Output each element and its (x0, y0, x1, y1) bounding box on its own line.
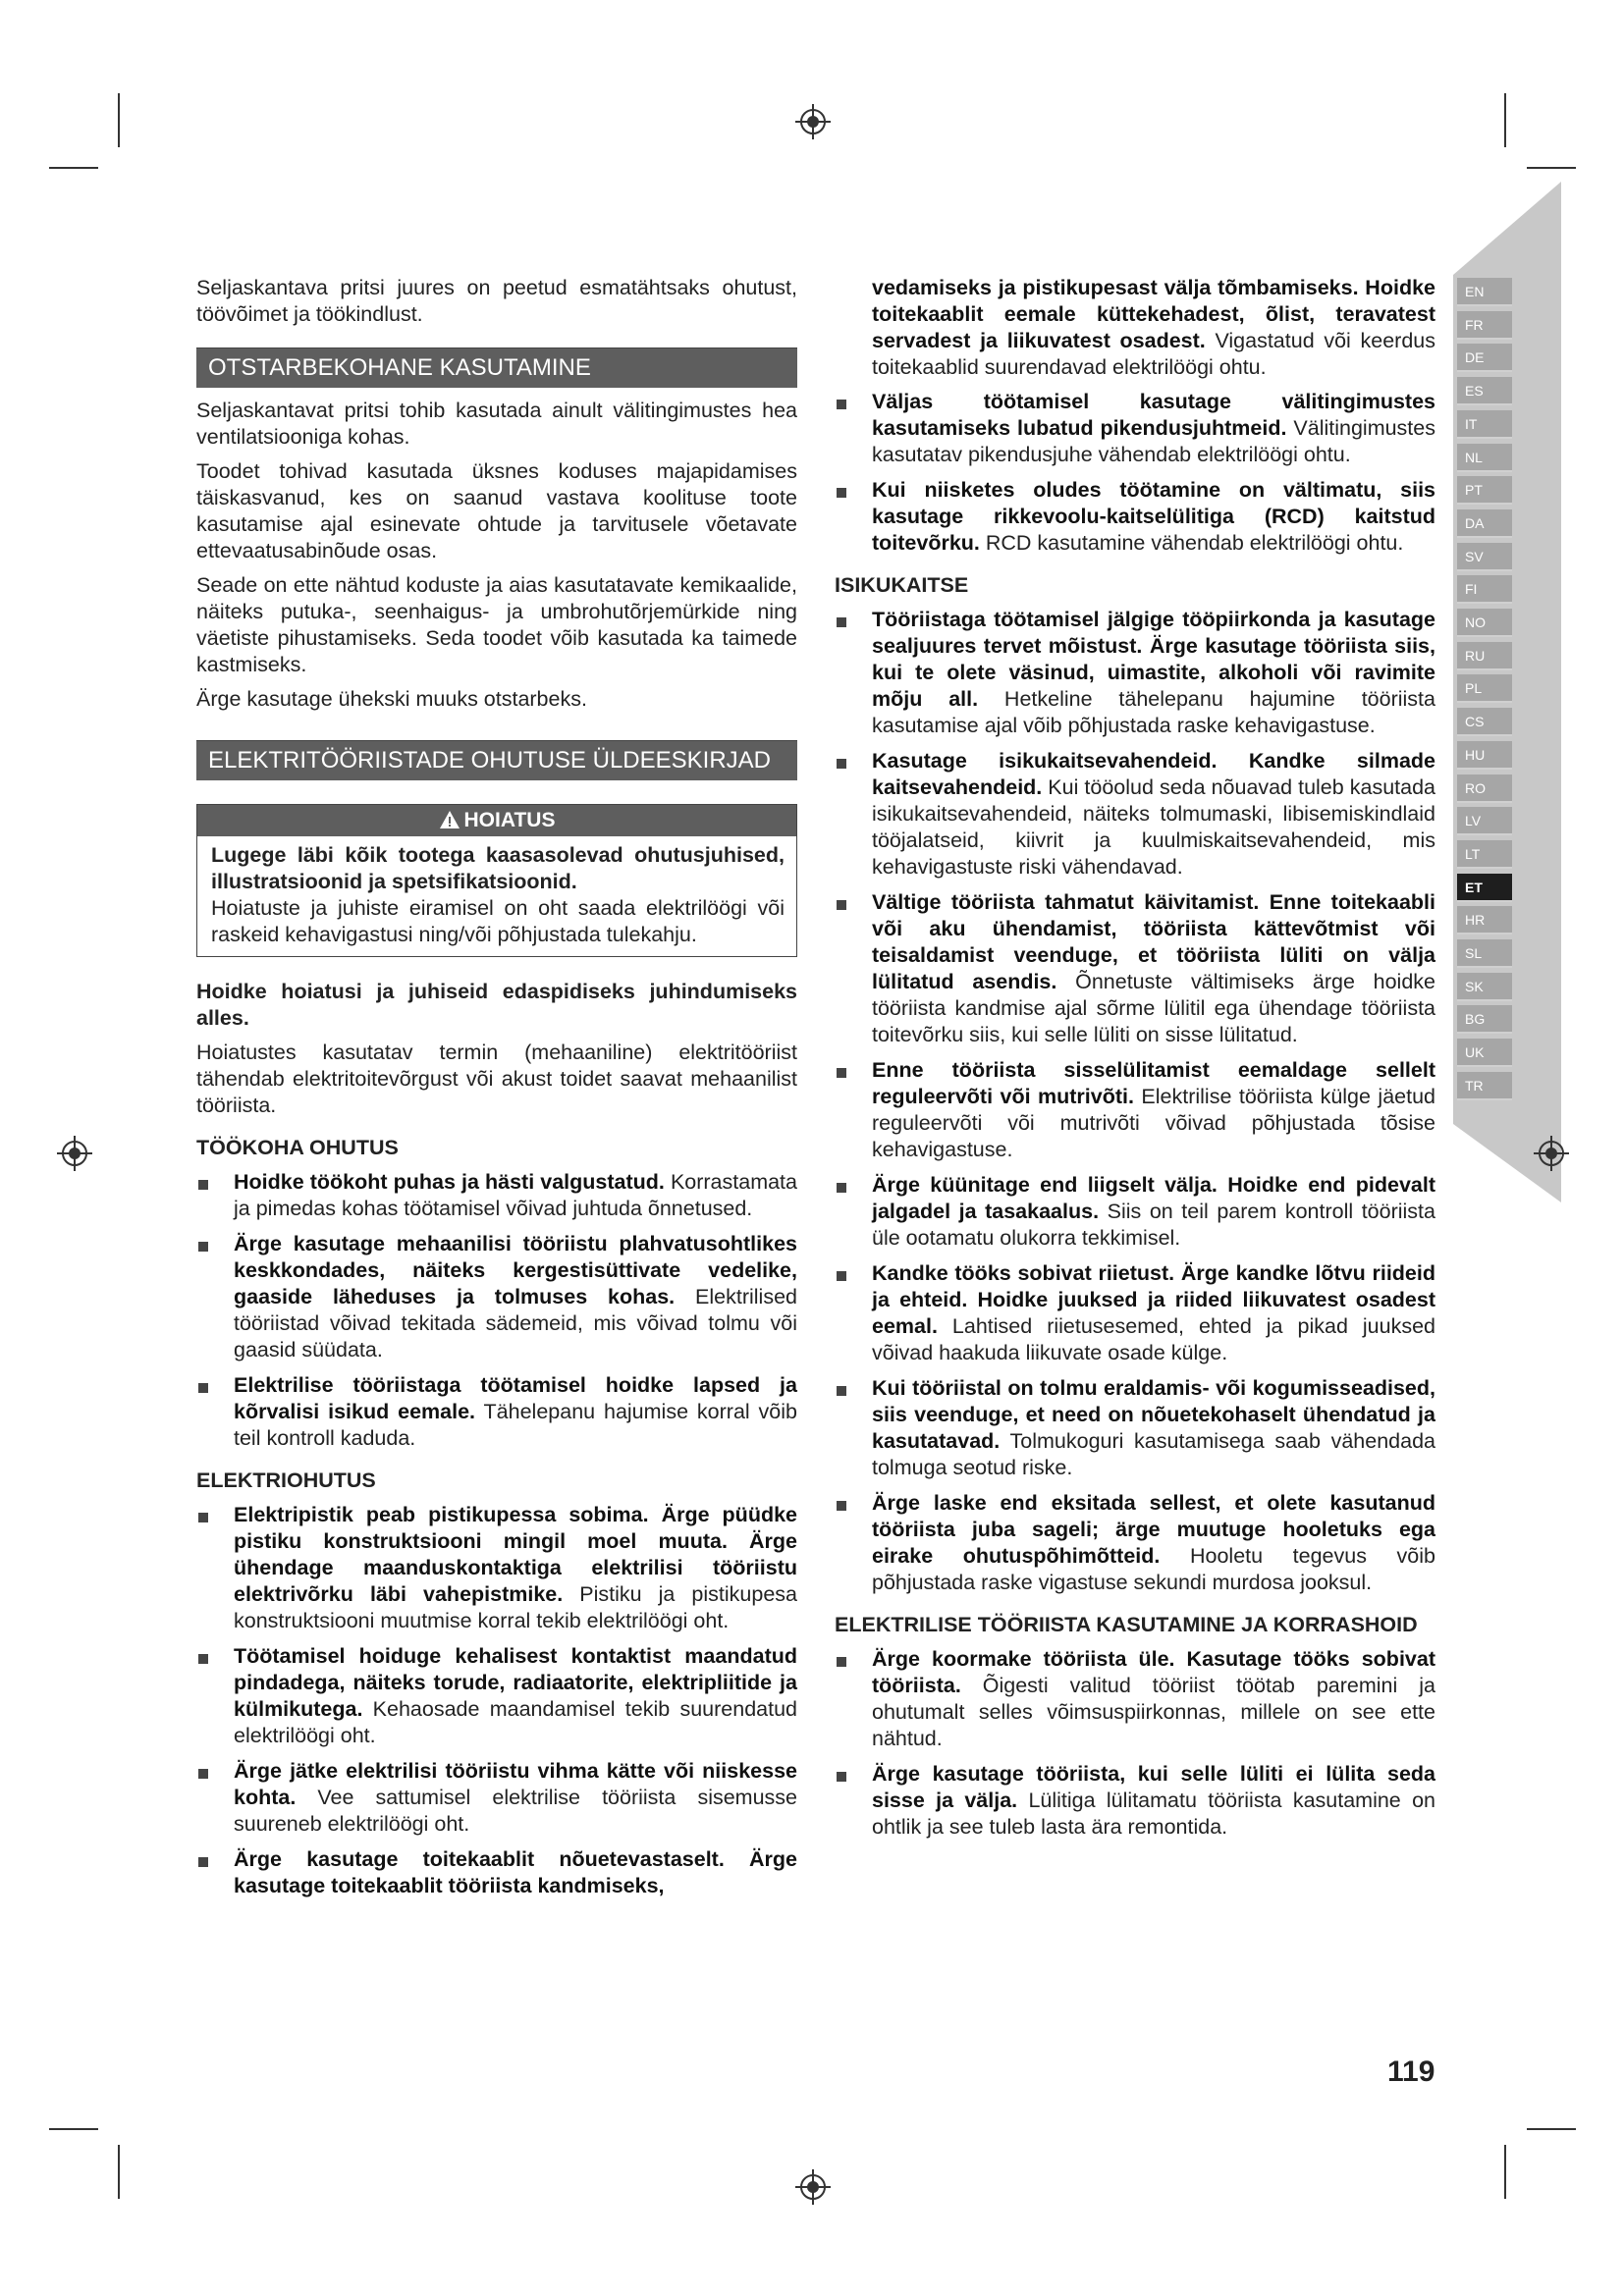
list-item (835, 1646, 1435, 1752)
list-item (835, 1375, 1435, 1481)
item-bold-text: Kasutage isikukaitsevahendeid. Kandke silmade kaitsevahendeid. (872, 749, 1435, 799)
list-item (835, 1260, 1435, 1366)
paragraph: Toodet tohivad kasutada üksnes koduses majapidamises täiskasvanud, kes on saanud vastava koolituse toote kasutamise ajal esinevate ohtude ja tarvitusele võetavate ettevaatusabinõude osas. (196, 459, 797, 562)
work-area-list (196, 1169, 797, 1452)
bullet-square-icon (837, 1501, 846, 1511)
list-item (835, 1490, 1435, 1596)
list-item (835, 889, 1435, 1048)
item-text: Hooletu tegevus võib põhjustada raske vigastuse sekundi murdosa jooksul. (872, 1544, 1435, 1594)
paragraph: Ärge kasutage ühekski muuks otstarbeks. (196, 687, 587, 711)
list-item (835, 1172, 1435, 1252)
crop-mark (49, 2128, 98, 2130)
item-bold-text: Töötamisel hoiduge kehalisest kontaktist maandatud pindadega, näiteks torude, radiaatorite, elektripliitide ja külmikutega. (234, 1644, 797, 1721)
list-item (835, 1761, 1435, 1841)
language-tab-ru[interactable]: RU (1457, 642, 1512, 670)
list-item (835, 389, 1435, 468)
language-tab-uk[interactable]: UK (1457, 1039, 1512, 1067)
language-tab-sk[interactable]: SK (1457, 973, 1512, 1001)
item-text: Lülitiga lülitamatu tööriista kasutamine on ohtlik ja see tuleb lasta ära remontida. (872, 1789, 1435, 1839)
item-text: Tähelepanu hajumise korral võib teil kontroll kaduda. (234, 1400, 797, 1450)
item-text: Välitingimustes kasutatav pikendusjuhe vähendab elektrilöögi ohtu. (872, 416, 1435, 466)
bullet-square-icon (837, 1657, 846, 1667)
item-text: Korrastamata ja pimedas kohas töötamisel võivad juhtuda õnnetused. (234, 1170, 797, 1220)
list-item (196, 1372, 797, 1452)
language-tab-de[interactable]: DE (1457, 344, 1512, 372)
crop-mark (1504, 2145, 1506, 2199)
registration-mark-icon (793, 2167, 833, 2207)
item-bold-text: Ärge kasutage toitekaablit nõuetevastaselt. Ärge kasutage toitekaablit tööriista kandmiseks, (234, 1847, 797, 1897)
list-item (196, 1758, 797, 1838)
bullet-square-icon (837, 1183, 846, 1193)
item-bold-text: Ärge koormake tööriista üle. Kasutage tööks sobivat tööriista. (872, 1647, 1435, 1697)
item-bold-text: Elektrilise tööriistaga töötamisel hoidke lapsed ja kõrvalisi isikud eemale. (234, 1373, 797, 1423)
personal-safety-list (835, 607, 1435, 1596)
language-tab-no[interactable]: NO (1457, 609, 1512, 637)
language-tab-hr[interactable]: HR (1457, 906, 1512, 934)
item-bold-text: Enne tööriista sisselülitamist eemaldage sellelt reguleervõti või mutrivõti. (872, 1058, 1435, 1108)
item-text: Elektrilised tööriistad võivad tekitada sädemeid, mis võivad tolmu või gaasid süüdata. (234, 1285, 797, 1362)
language-tab-cs[interactable]: CS (1457, 708, 1512, 736)
language-tab-ro[interactable]: RO (1457, 774, 1512, 803)
warning-title: HOIATUS (463, 809, 556, 831)
list-item (835, 607, 1435, 739)
crop-mark (49, 167, 98, 169)
bullet-square-icon (837, 1386, 846, 1396)
subsection-title: ELEKTRIOHUTUS (196, 1468, 376, 1492)
item-text: Hetkeline tähelepanu hajumine tööriista kasutamise ajal võib põhjustada raske kehavigastuse. (872, 687, 1435, 737)
language-tab-it[interactable]: IT (1457, 410, 1512, 439)
bullet-square-icon (837, 488, 846, 498)
bullet-square-icon (837, 617, 846, 627)
continued-item: vedamiseks ja pistikupesast välja tõmbamiseks. Hoidke toitekaablit eemale küttekehadest, õlist, teravatest servadest ja liikuvatest osadest. Vigastatud või keerdus toitekaablid suurendavad elektrilöögi ohtu. (872, 276, 1435, 379)
list-item (196, 1169, 797, 1222)
subsection-title: ISIKUKAITSE (835, 573, 969, 597)
bullet-square-icon (837, 900, 846, 910)
language-tab-es[interactable]: ES (1457, 377, 1512, 405)
item-text: Siis on teil parem kontroll tööriista üle ootamatu olukorra tekkimisel. (872, 1200, 1435, 1250)
language-tab-fr[interactable]: FR (1457, 311, 1512, 340)
bullet-square-icon (198, 1769, 208, 1779)
item-bold-text: Kui niisketes oludes töötamine on vältimatu, siis kasutage rikkevoolu-kaitselülitiga (RCD) kaitstud toitevõrku. (872, 478, 1435, 555)
list-item (196, 1643, 797, 1749)
item-text: Pistiku ja pistikupesa konstruktsiooni muutmise korral tekib elektrilöögi oht. (234, 1582, 797, 1632)
item-text: Elektrilise tööriista külge jäetud reguleervõti või mutrivõti võivad põhjustada tõsise kehavigastuse. (872, 1085, 1435, 1161)
bullet-square-icon (837, 1772, 846, 1782)
crop-mark (1527, 167, 1576, 169)
language-tab-nl[interactable]: NL (1457, 444, 1512, 472)
item-text: Kehaosade maandamisel tekib suurendatud elektrilöögi oht. (234, 1697, 797, 1747)
item-text: RCD kasutamine vähendab elektrilöögi ohtu. (979, 531, 1404, 555)
list-item (835, 477, 1435, 557)
page-number: 119 (1387, 2056, 1435, 2088)
warning-triangle-icon (439, 810, 460, 829)
section-banner-purpose: OTSTARBEKOHANE KASUTAMINE (196, 347, 797, 388)
item-bold-text: Tööriistaga töötamisel jälgige tööpiirkonda ja kasutage sealjuures tervet mõistust. Ärge kasutage tööriista siis, kui te olete väsinud, uimastite, alkoholi või ravimite mõju all. (872, 608, 1435, 711)
paragraph: Seljaskantavat pritsi tohib kasutada ainult välitingimustes hea ventilatsiooniga kohas. (196, 399, 797, 449)
item-bold-text: Ärge laske end eksitada sellest, et olete kasutanud tööriista juba sageli; ärge muutuge hooletuks ega eirake ohutuspõhimõtteid. (872, 1491, 1435, 1568)
item-bold-text: Elektripistik peab pistikupessa sobima. Ärge püüdke pistiku konstruktsiooni mingil moel muuta. Ärge ühendage maanduskontaktiga elektrilisi tööriistu elektrivõrku läbi vahepistmike. (234, 1503, 797, 1606)
item-bold-text: Ärge jätke elektrilisi tööriistu vihma kätte või niiskesse kohta. (234, 1759, 797, 1809)
section-banner-general: ELEKTRITÖÖRIISTADE OHUTUSE ÜLDEESKIRJAD (196, 740, 797, 780)
keep-note: Hoidke hoiatusi ja juhiseid edaspidiseks juhindumiseks alles. (196, 980, 797, 1030)
registration-mark-icon (1532, 1134, 1571, 1173)
language-tab-sl[interactable]: SL (1457, 939, 1512, 968)
list-item (196, 1846, 797, 1899)
item-text: Kui tööolud seda nõuavad tuleb kasutada isikukaitsevahendeid, näiteks tolmumaski, libisemiskindlaid tööjalatseid, kiivrit ja kuulmiskaitsevahendeid, mis kehavigastuste riski vähendavad. (872, 775, 1435, 879)
warning-text: Hoiatuste ja juhiste eiramisel on oht saada elektrilöögi või raskeid kehavigastusi ning/või põhjustada tulekahju. (211, 896, 785, 946)
bullet-square-icon (198, 1513, 208, 1522)
language-tab-hu[interactable]: HU (1457, 741, 1512, 770)
item-text: Lahtised riietusesemed, ehted ja pikad juuksed võivad haakuda liikuvate osade külge. (872, 1314, 1435, 1364)
bullet-square-icon (198, 1180, 208, 1190)
language-tab-tr[interactable]: TR (1457, 1072, 1512, 1100)
item-bold-text: Kandke tööks sobivat riietust. Ärge kandke lõtvu riideid ja ehteid. Hoidke juuksed ja riided liikuvatest osadest eemal. (872, 1261, 1435, 1338)
right-column (835, 275, 1435, 1849)
bullet-square-icon (837, 759, 846, 769)
bullet-square-icon (837, 400, 846, 409)
language-tab-lt[interactable]: LT (1457, 840, 1512, 869)
paragraph: Seade on ette nähtud koduste ja aias kasutatavate kemikaalide, näiteks putuka-, seenhaigus- ja umbrohutõrjemürkide ning väetiste pihustamiseks. Seda toodet võib kasutada ka taimede kastmiseks. (196, 573, 797, 676)
list-item (196, 1502, 797, 1634)
crop-mark (1504, 93, 1506, 147)
item-bold-text: Väljas töötamisel kasutage välitingimustes kasutamiseks lubatud pikendusjuhtmeid. (872, 390, 1435, 440)
language-tab-sv[interactable]: SV (1457, 543, 1512, 571)
crop-mark (118, 93, 120, 147)
list-item (835, 1057, 1435, 1163)
electric-list-continued (835, 389, 1435, 557)
subsection-title: TÖÖKOHA OHUTUS (196, 1136, 399, 1159)
language-tab-pt[interactable]: PT (1457, 476, 1512, 505)
left-column (196, 275, 797, 1908)
item-bold-text: Kui tööriistal on tolmu eraldamis- või kogumisseadised, siis veenduge, et need on nõuetekohaselt ühendatud ja kasutatavad. (872, 1376, 1435, 1453)
item-bold-text: Ärge küünitage end liigselt välja. Hoidke end pidevalt jalgadel ja tasakaalus. (872, 1173, 1435, 1223)
item-text: Tolmukoguri kasutamisega saab vähendada tolmuga seotud riske. (872, 1429, 1435, 1479)
subsection-title: ELEKTRILISE TÖÖRIISTA KASUTAMINE JA KORRASHOID (835, 1613, 1418, 1636)
language-tab-bg[interactable]: BG (1457, 1005, 1512, 1034)
crop-mark (118, 2145, 120, 2199)
electric-list (196, 1502, 797, 1899)
bullet-square-icon (198, 1857, 208, 1867)
warning-bold-text: Lugege läbi kõik tootega kaasasolevad ohutusjuhised, illustratsioonid ja spetsifikatsioonid. (211, 843, 785, 893)
item-text: Vee sattumisel elektrilise tööriista sisemusse suureneb elektrilöögi oht. (234, 1786, 797, 1836)
warning-box (196, 804, 797, 957)
item-text: Õigesti valitud tööriist töötab paremini ja ohutumalt selles võimsuspiirkonnas, millele on see ette nähtud. (872, 1674, 1435, 1750)
registration-mark-icon (55, 1134, 94, 1173)
item-bold-text: Vältige tööriista tahmatut käivitamist. Enne toitekaabli või aku ühendamist, tööriista kättevõtmist või teisaldamist veenduge, et tööriista lüliti on välja lülitatud asendis. (872, 890, 1435, 993)
maintenance-list (835, 1646, 1435, 1841)
item-bold-text: Ärge kasutage tööriista, kui selle lüliti ei lülita seda sisse ja välja. (872, 1762, 1435, 1812)
registration-mark-icon (793, 102, 833, 141)
warning-header (197, 805, 796, 836)
bullet-square-icon (198, 1654, 208, 1664)
term-note: Hoiatustes kasutatav termin (mehaaniline) elektritööriist tähendab elektritoitevõrgust või akust toidet saavat mehaanilist tööriista. (196, 1041, 797, 1117)
language-tab-fi[interactable]: FI (1457, 575, 1512, 604)
language-tab-da[interactable]: DA (1457, 509, 1512, 538)
item-bold-text: Ärge kasutage mehaanilisi tööriistu plahvatusohtlikes keskkondades, näiteks kergestisüttivate vedelike, gaaside läheduses ja tolmuses kohas. (234, 1232, 797, 1308)
intro-text: Seljaskantava pritsi juures on peetud esmatähtsaks ohutust, töövõimet ja töökindlust. (196, 276, 797, 326)
crop-mark (1527, 2128, 1576, 2130)
language-tab-lv[interactable]: LV (1457, 807, 1512, 835)
language-tab-pl[interactable]: PL (1457, 674, 1512, 703)
bullet-square-icon (198, 1383, 208, 1393)
bullet-square-icon (198, 1242, 208, 1252)
item-bold-text: Hoidke töökoht puhas ja hästi valgustatud. (234, 1170, 665, 1194)
item-text: Õnnetuste vältimiseks ärge hoidke tööriista kandmise ajal sõrme lülitil ega ühendage tööriista toitevõrku siis, kui selle lüliti on sisse lülitatud. (872, 970, 1435, 1046)
language-tab-en[interactable]: EN (1457, 278, 1512, 306)
bullet-square-icon (837, 1068, 846, 1078)
list-item (835, 748, 1435, 881)
list-item (196, 1231, 797, 1363)
bullet-square-icon (837, 1271, 846, 1281)
language-tab-et[interactable]: ET (1457, 874, 1512, 902)
